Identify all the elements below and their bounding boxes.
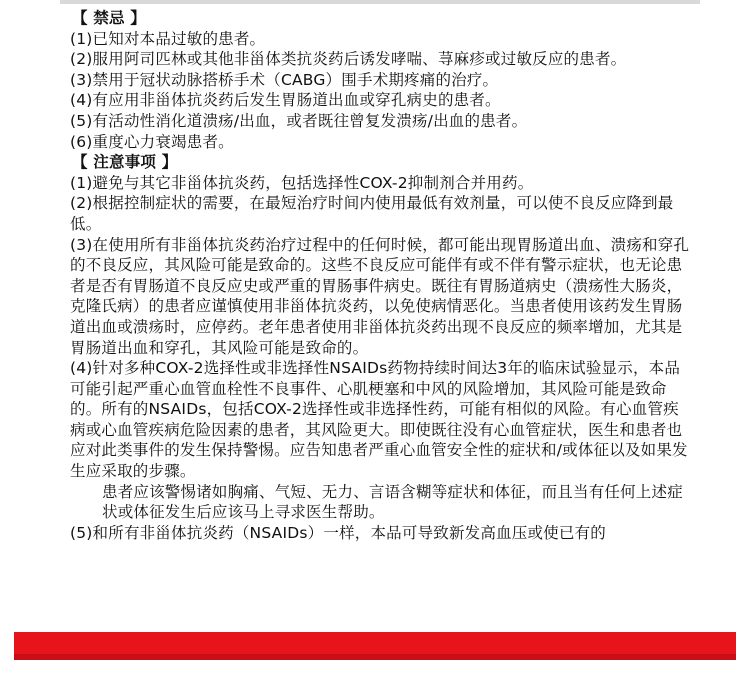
precaution-item-4: (4)针对多种COX-2选择性或非选择性NSAIDs药物持续时间达3年的临床试验显示，本品可能引起严重心血管血栓性不良事件、心肌梗塞和中风的风险增加，其风险可能是致命的。所有的NSAIDs，包括COX-2选择性或非选择性药，可能有相似的风险。有心血管疾病或心血管疾病危险因素的患者，其风险更大。即使既往没有心血管症状，医生和患者也应对此类事件的发生保持警惕。应告知患者严重心血管安全性的症状和/或体征以及如果发生应采取的步骤。 — [70, 359, 688, 481]
contraindication-item-1: (1)已知对本品过敏的患者。 — [70, 29, 266, 48]
contraindication-item-3: (3)禁用于冠状动脉搭桥手术（CABG）围手术期疼痛的治疗。 — [70, 70, 499, 89]
precaution-item-1: (1)避免与其它非甾体抗炎药，包括选择性COX-2抑制剂合并用药。 — [70, 173, 534, 192]
top-divider — [60, 0, 700, 4]
precaution-item-5: (5)和所有非甾体抗炎药（NSAIDs）一样，本品可导致新发高血压或使已有的 — [70, 523, 606, 542]
insert-text-column — [70, 8, 690, 543]
red-bottom-band-shadow — [14, 654, 736, 660]
precautions-heading: 【 注意事项 】 — [72, 153, 178, 172]
contraindication-item-4: (4)有应用非甾体抗炎药后发生胃肠道出血或穿孔病史的患者。 — [70, 91, 501, 110]
precaution-item-4-note: 患者应该警惕诸如胸痛、气短、无力、言语含糊等症状和体征，而且当有任何上述症状或体征发生后应该马上寻求医生帮助。 — [102, 482, 683, 522]
precaution-item-2: (2)根据控制症状的需要，在最短治疗时间内使用最低有效剂量，可以使不良反应降到最低。 — [70, 194, 674, 233]
contraindication-item-2: (2)服用阿司匹林或其他非甾体类抗炎药后诱发哮喘、荨麻疹或过敏反应的患者。 — [70, 50, 627, 69]
precaution-item-3: (3)在使用所有非甾体抗炎药治疗过程中的任何时候，都可能出现胃肠道出血、溃疡和穿孔的不良反应，其风险可能是致命的。这些不良反应可能伴有或不伴有警示症状，也无论患者是否有胃肠道不良反应史或严重的胃肠事件病史。既往有胃肠道病史（溃疡性大肠炎，克隆氏病）的患者应谨慎使用非甾体抗炎药，以免使病情恶化。当患者使用该药发生胃肠道出血或溃疡时，应停药。老年患者使用非甾体抗炎药出现不良反应的频率增加，尤其是胃肠道出血和穿孔，其风险可能是致命的。 — [70, 235, 690, 357]
contraindication-item-5: (5)有活动性消化道溃疡/出血，或者既往曾复发溃疡/出血的患者。 — [70, 111, 528, 130]
contraindications-heading: 【 禁忌 】 — [72, 9, 146, 27]
contraindication-item-6: (6)重度心力衰竭患者。 — [70, 132, 234, 151]
